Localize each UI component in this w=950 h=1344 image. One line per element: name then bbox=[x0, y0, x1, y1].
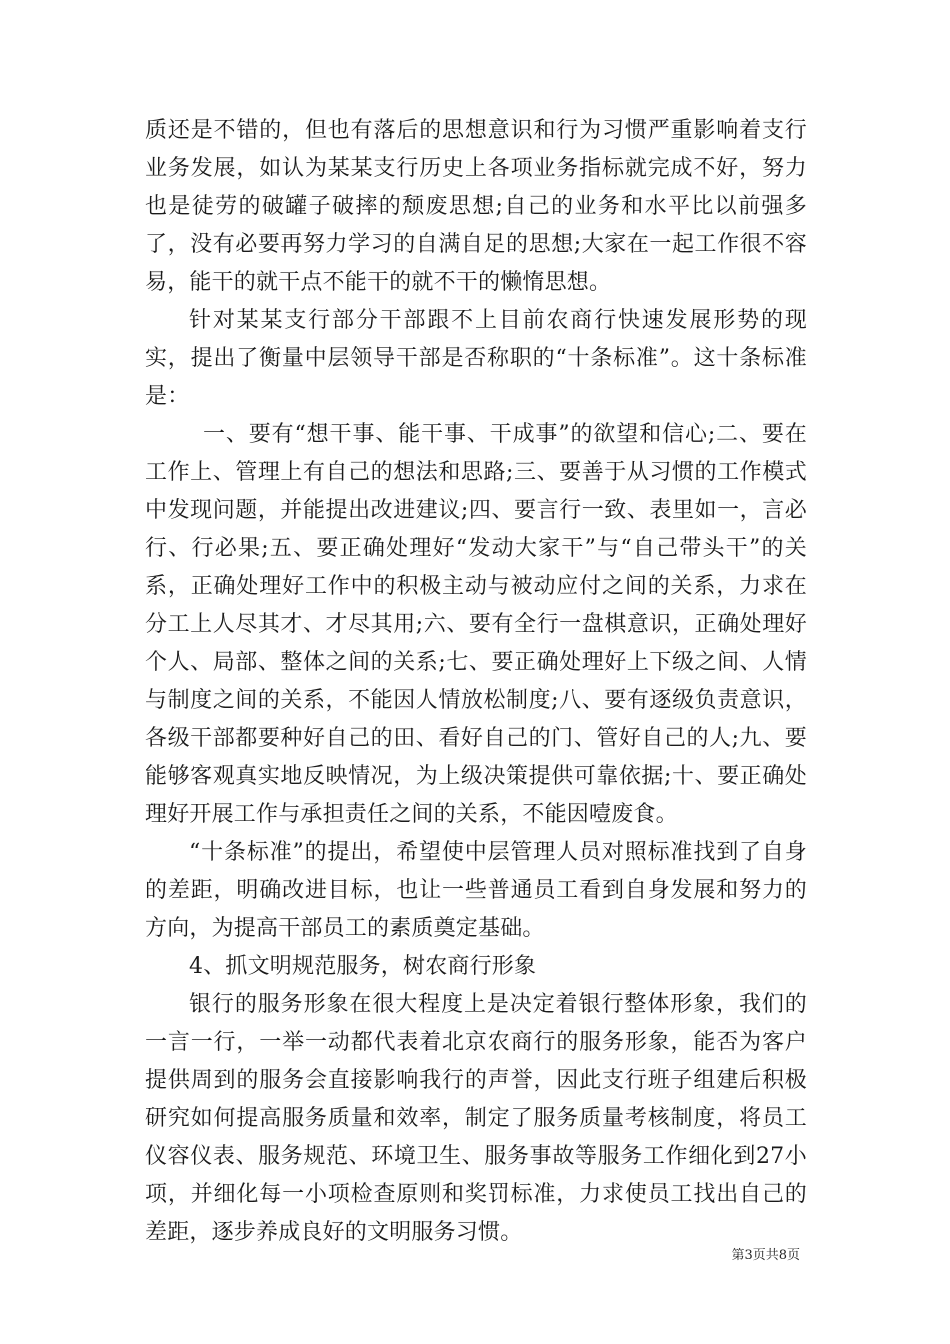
paragraph-3: 一、要有“想干事、能干事、干成事”的欲望和信心;二、要在工作上、管理上有自己的想法和思路;三、要善于从习惯的工作模式中发现问题，并能提出改进建议;四、要言行一致、表里如一，言必行、行必果;五、要正确处理好“发动大家干”与“自己带头干”的关系，正确处理好工作中的积极主动与被动应付之间的关系，力求在分工上人尽其才、才尽其用;六、要有全行一盘棋意识，正确处理好个人、局部、整体之间的关系;七、要正确处理好上下级之间、人情与制度之间的关系，不能因人情放松制度;八、要有逐级负责意识，各级干部都要种好自己的田、看好自己的门、管好自己的人;九、要能够客观真实地反映情况，为上级决策提供可靠依据;十、要正确处理好开展工作与承担责任之间的关系，不能因噎废食。 bbox=[145, 422, 807, 827]
paragraph-1: 质还是不错的，但也有落后的思想意识和行为习惯严重影响着支行业务发展，如认为某某支行历史上各项业务指标就完成不好，努力也是徒劳的破罐子破摔的颓废思想;自己的业务和水平比以前强多了，没有必要再努力学习的自满自足的思想;大家在一起工作很不容易，能干的就干点不能干的就不干的懒惰思想。 bbox=[145, 118, 807, 295]
paragraph-2: 针对某某支行部分干部跟不上目前农商行快速发展形势的现实，提出了衡量中层领导干部是否称职的“十条标准”。这十条标准是： bbox=[145, 308, 807, 409]
page-number-footer: 第3页共8页 bbox=[731, 1248, 800, 1263]
paragraph-5: 银行的服务形象在很大程度上是决定着银行整体形象，我们的一言一行，一举一动都代表着北京农商行的服务形象，能否为客户提供周到的服务会直接影响我行的声誉，因此支行班子组建后积极研究如何提高服务质量和效率，制定了服务质量考核制度，将员工仪容仪表、服务规范、环境卫生、服务事故等服务工作细化到27小项，并细化每一小项检查原则和奖罚标准，力求使员工找出自己的差距，逐步养成良好的文明服务习惯。 bbox=[145, 992, 807, 1245]
document-body bbox=[145, 112, 807, 1252]
section-heading: 4、抓文明规范服务，树农商行形象 bbox=[189, 954, 537, 979]
paragraph-4: “十条标准”的提出，希望使中层管理人员对照标准找到了自身的差距，明确改进目标，也让一些普通员工看到自身发展和努力的方向，为提高干部员工的素质奠定基础。 bbox=[145, 840, 807, 941]
